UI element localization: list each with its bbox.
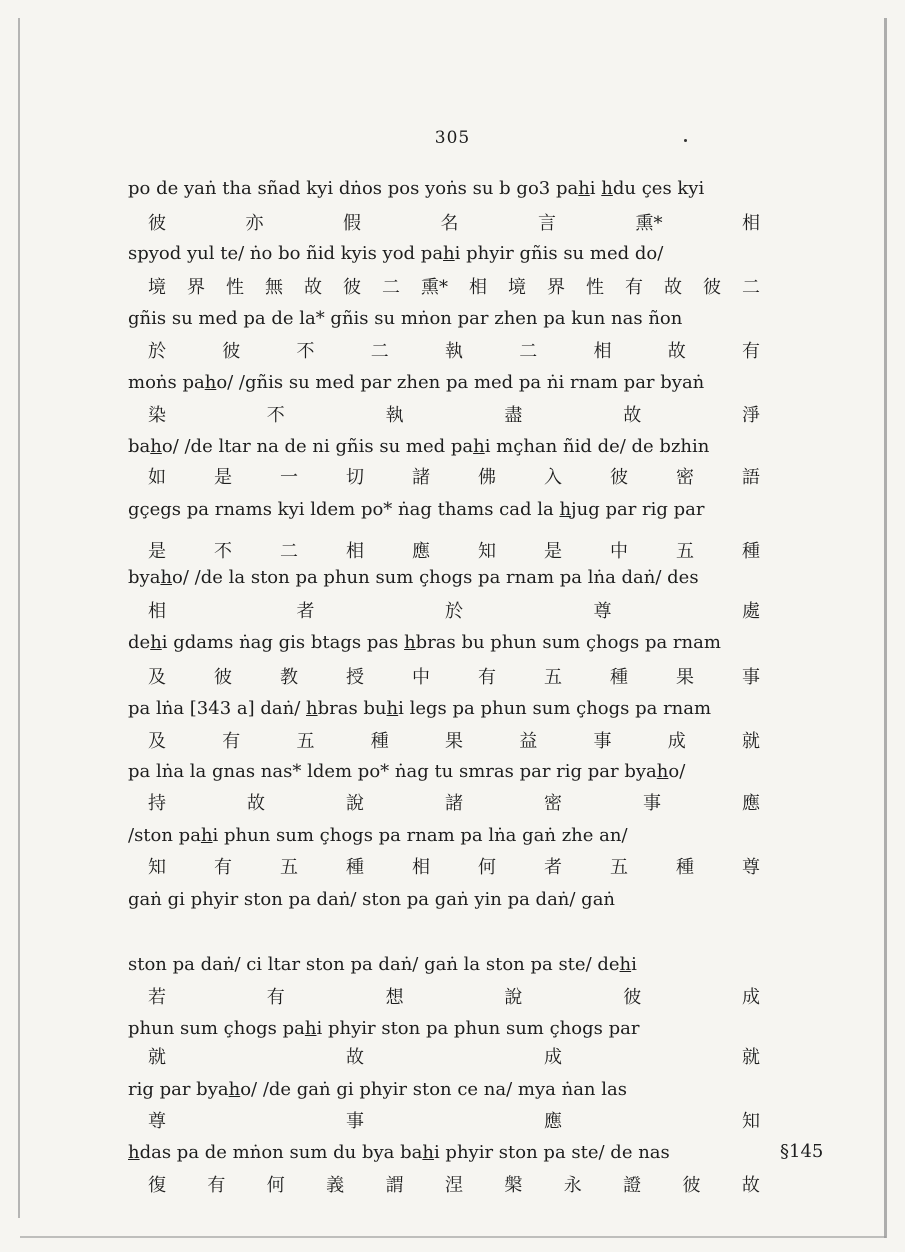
- transliteration-line: rig par byaho/ /de gaṅ gi phyir ston ce na/ mya ṅan las: [128, 1079, 627, 1100]
- chinese-character: 有: [214, 857, 232, 878]
- chinese-character: 有: [222, 731, 241, 752]
- chinese-character: 有: [625, 277, 643, 298]
- chinese-character: 說: [346, 793, 364, 814]
- chinese-character: 尊: [593, 601, 612, 622]
- transliteration-line: baho/ /de ltar na de ni gñis su med pahi mçhan ñid de/ de bzhin: [128, 436, 710, 457]
- chinese-character: 及: [148, 731, 166, 752]
- chinese-character: 諸: [445, 793, 463, 814]
- chinese-gloss-line: [128, 1046, 778, 1070]
- chinese-character: 密: [544, 793, 562, 814]
- chinese-character: 想: [385, 987, 404, 1008]
- chinese-character: 故: [623, 405, 642, 426]
- chinese-character: 成: [544, 1047, 562, 1068]
- chinese-character: 有: [478, 667, 496, 688]
- chinese-character: 二: [370, 341, 389, 362]
- chinese-character: 相: [346, 541, 364, 562]
- chinese-character: 是: [544, 541, 562, 562]
- chinese-character: 執: [445, 341, 463, 362]
- chinese-gloss-line: [128, 666, 778, 690]
- chinese-gloss-line: [128, 986, 778, 1010]
- transliteration-line: phun sum çhogs pahi phyir ston pa phun sum çhogs par: [128, 1018, 640, 1039]
- chinese-character: 就: [148, 1047, 166, 1068]
- page-number: 305: [434, 128, 471, 148]
- chinese-character: 假: [343, 213, 361, 234]
- chinese-character: 相: [412, 857, 430, 878]
- chinese-character: 入: [544, 467, 562, 488]
- transliteration-line: pa lṅa la gnas nas* ldem po* ṅag tu smras par rig par byaho/: [128, 761, 686, 782]
- chinese-character: 相: [742, 213, 760, 234]
- chinese-gloss-line: [128, 792, 778, 816]
- chinese-character: 教: [280, 667, 298, 688]
- chinese-character: 謂: [385, 1175, 404, 1196]
- chinese-character: 言: [538, 213, 556, 234]
- chinese-character: 有: [266, 987, 285, 1008]
- chinese-character: 有: [742, 341, 760, 362]
- chinese-character: 應: [544, 1111, 562, 1132]
- chinese-gloss-line: [128, 1110, 778, 1134]
- page-right-edge: [884, 18, 887, 1238]
- chinese-character: 果: [676, 667, 694, 688]
- page-bottom-edge: [20, 1236, 886, 1238]
- chinese-gloss-line: [128, 600, 778, 624]
- chinese-character: 五: [610, 857, 628, 878]
- transliteration-line: byaho/ /de la ston pa phun sum çhogs pa rnam pa lṅa daṅ/ des: [128, 567, 699, 588]
- chinese-character: 持: [148, 793, 166, 814]
- transliteration-line: po de yaṅ tha sñad kyi dṅos pos yoṅs su b go3 pahi hdu çes kyi: [128, 178, 705, 199]
- chinese-character: 執: [385, 405, 404, 426]
- chinese-character: 二: [382, 277, 400, 298]
- transliteration-line: moṅs paho/ /gñis su med par zhen pa med pa ṅi rnam par byaṅ: [128, 372, 705, 393]
- chinese-character: 何: [478, 857, 496, 878]
- speck-mark: [684, 139, 687, 142]
- chinese-character: 故: [304, 277, 322, 298]
- chinese-character: 淨: [741, 405, 760, 426]
- chinese-character: 性: [586, 277, 604, 298]
- chinese-character: 故: [667, 341, 686, 362]
- chinese-character: 彼: [610, 467, 628, 488]
- chinese-character: 故: [741, 1175, 760, 1196]
- chinese-character: 知: [148, 857, 166, 878]
- transliteration-line: spyod yul te/ ṅo bo ñid kyis yod pahi phyir gñis su med do/: [128, 243, 664, 264]
- chinese-character: 切: [346, 467, 364, 488]
- chinese-character: 不: [266, 405, 285, 426]
- chinese-character: 彼: [214, 667, 232, 688]
- transliteration-line: gçegs pa rnams kyi ldem po* ṅag thams cad la hjug par rig par: [128, 499, 705, 520]
- chinese-character: 是: [214, 467, 232, 488]
- chinese-character: 者: [296, 601, 315, 622]
- page-left-edge: [18, 18, 20, 1218]
- chinese-character: 種: [346, 857, 364, 878]
- chinese-character: 熏*: [635, 213, 663, 234]
- chinese-character: 種: [742, 541, 760, 562]
- chinese-character: 義: [326, 1175, 345, 1196]
- chinese-character: 事: [643, 793, 661, 814]
- transliteration-line: dehi gdams ṅag gis btags pas hbras bu phun sum çhogs pa rnam: [128, 632, 721, 653]
- chinese-character: 涅: [444, 1175, 463, 1196]
- chinese-character: 故: [664, 277, 682, 298]
- chinese-character: 彼: [682, 1175, 701, 1196]
- chinese-gloss-line: [128, 466, 778, 490]
- chinese-character: 諸: [412, 467, 430, 488]
- chinese-character: 彼: [703, 277, 721, 298]
- chinese-character: 應: [412, 541, 430, 562]
- chinese-character: 果: [445, 731, 463, 752]
- chinese-character: 佛: [478, 467, 496, 488]
- chinese-character: 境: [148, 277, 166, 298]
- chinese-character: 是: [148, 541, 166, 562]
- transliteration-line: /ston pahi phun sum çhogs pa rnam pa lṅa gaṅ zhe an/: [128, 825, 628, 846]
- chinese-character: 界: [547, 277, 565, 298]
- chinese-character: 相: [593, 341, 612, 362]
- chinese-gloss-line: [128, 540, 778, 564]
- chinese-character: 有: [207, 1175, 226, 1196]
- section-margin-note: §145: [780, 1141, 824, 1162]
- chinese-character: 何: [266, 1175, 285, 1196]
- chinese-character: 復: [148, 1175, 166, 1196]
- chinese-character: 事: [593, 731, 612, 752]
- chinese-character: 於: [148, 341, 166, 362]
- chinese-character: 二: [280, 541, 298, 562]
- transliteration-line: hdas pa de mṅon sum du bya bahi phyir ston pa ste/ de nas: [128, 1142, 670, 1163]
- chinese-character: 知: [742, 1111, 760, 1132]
- chinese-character: 種: [370, 731, 389, 752]
- chinese-character: 五: [280, 857, 298, 878]
- chinese-character: 中: [610, 541, 628, 562]
- chinese-character: 說: [504, 987, 523, 1008]
- chinese-character: 一: [280, 467, 298, 488]
- chinese-character: 相: [469, 277, 487, 298]
- chinese-character: 尊: [148, 1111, 166, 1132]
- chinese-character: 彼: [222, 341, 241, 362]
- chinese-character: 事: [742, 667, 760, 688]
- chinese-character: 名: [440, 213, 459, 234]
- chinese-gloss-line: [128, 404, 778, 428]
- chinese-gloss-line: [128, 340, 778, 364]
- chinese-gloss-line: [128, 856, 778, 880]
- chinese-character: 事: [346, 1111, 364, 1132]
- chinese-character: 成: [741, 987, 760, 1008]
- chinese-character: 彼: [623, 987, 642, 1008]
- chinese-character: 相: [148, 601, 166, 622]
- chinese-gloss-line: [128, 212, 778, 236]
- transliteration-line: gaṅ gi phyir ston pa daṅ/ ston pa gaṅ yin pa daṅ/ gaṅ: [128, 889, 616, 910]
- chinese-character: 中: [412, 667, 430, 688]
- transliteration-line: gñis su med pa de la* gñis su mṅon par zhen pa kun nas ñon: [128, 308, 683, 329]
- chinese-character: 益: [519, 731, 538, 752]
- chinese-character: 界: [187, 277, 205, 298]
- chinese-character: 故: [247, 793, 265, 814]
- chinese-character: 二: [519, 341, 538, 362]
- chinese-character: 者: [544, 857, 562, 878]
- chinese-character: 二: [742, 277, 760, 298]
- chinese-character: 染: [148, 405, 166, 426]
- chinese-character: 不: [296, 341, 315, 362]
- chinese-character: 應: [742, 793, 760, 814]
- chinese-character: 成: [667, 731, 686, 752]
- chinese-character: 尊: [742, 857, 760, 878]
- chinese-character: 如: [148, 467, 166, 488]
- chinese-character: 若: [148, 987, 166, 1008]
- chinese-character: 種: [676, 857, 694, 878]
- chinese-character: 永: [563, 1175, 582, 1196]
- chinese-character: 不: [214, 541, 232, 562]
- chinese-gloss-line: [128, 276, 778, 300]
- chinese-character: 盡: [504, 405, 523, 426]
- chinese-character: 五: [296, 731, 315, 752]
- chinese-character: 熏*: [421, 277, 448, 298]
- chinese-character: 無: [265, 277, 283, 298]
- chinese-character: 處: [742, 601, 760, 622]
- chinese-character: 故: [346, 1047, 364, 1068]
- chinese-gloss-line: [128, 1174, 778, 1198]
- transliteration-line: ston pa daṅ/ ci ltar ston pa daṅ/ gaṅ la ston pa ste/ dehi: [128, 954, 637, 975]
- chinese-character: 種: [610, 667, 628, 688]
- chinese-character: 彼: [343, 277, 361, 298]
- chinese-character: 授: [346, 667, 364, 688]
- chinese-character: 及: [148, 667, 166, 688]
- chinese-character: 五: [544, 667, 562, 688]
- chinese-character: 五: [676, 541, 694, 562]
- chinese-character: 槃: [504, 1175, 523, 1196]
- transliteration-line: pa lṅa [343 a] daṅ/ hbras buhi legs pa phun sum çhogs pa rnam: [128, 698, 712, 719]
- chinese-gloss-line: [128, 730, 778, 754]
- chinese-character: 於: [445, 601, 463, 622]
- chinese-character: 就: [742, 1047, 760, 1068]
- chinese-character: 性: [226, 277, 244, 298]
- chinese-character: 證: [623, 1175, 642, 1196]
- chinese-character: 語: [742, 467, 760, 488]
- chinese-character: 境: [508, 277, 526, 298]
- chinese-character: 就: [742, 731, 760, 752]
- chinese-character: 密: [676, 467, 694, 488]
- chinese-character: 亦: [245, 213, 264, 234]
- chinese-character: 知: [478, 541, 496, 562]
- chinese-character: 彼: [148, 213, 166, 234]
